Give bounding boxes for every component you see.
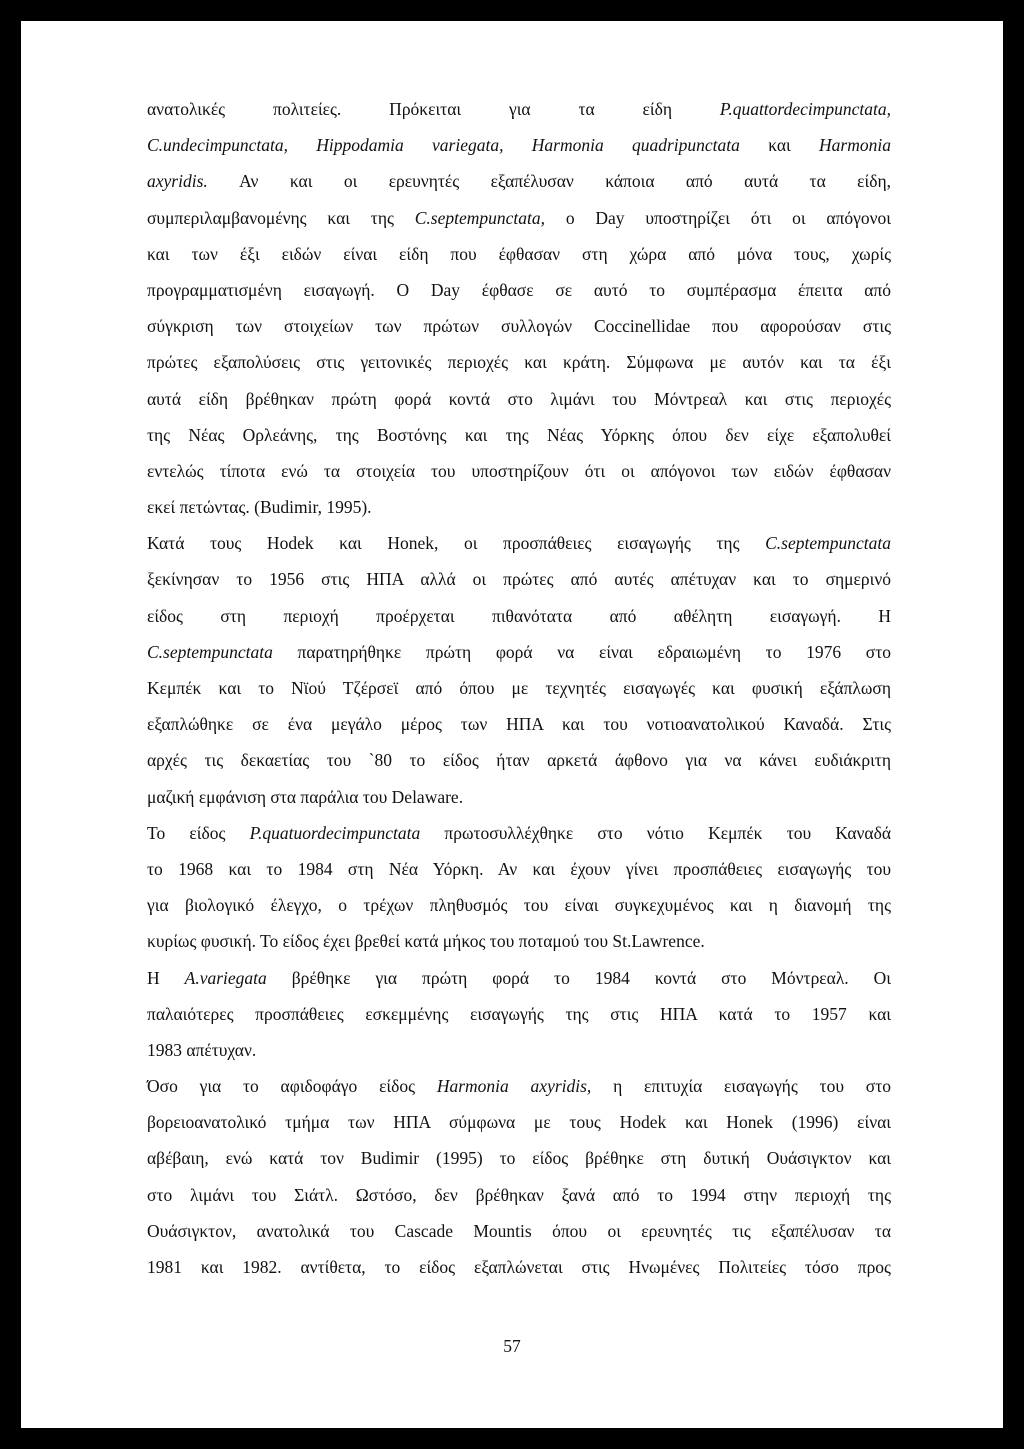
text-line: αρχές τις δεκαετίας του `80 το είδος ήταν αρκετά άφθονο για να κάνει ευδιάκριτη — [147, 750, 891, 771]
text-line: και των έξι ειδών είναι είδη που έφθασαν στη χώρα από μόνα τους, χωρίς — [147, 243, 891, 264]
text-line: εκεί πετώντας. (Budimir, 1995). — [147, 497, 372, 518]
document-page — [21, 21, 1003, 1428]
text-line: ανατολικές πολιτείες. Πρόκειται για τα είδη P.quattordecimpunctata, — [147, 99, 891, 119]
species-name: Harmonia — [819, 135, 891, 156]
text-line: σύγκριση των στοιχείων των πρώτων συλλογών Coccinellidae που αφορούσαν στις — [147, 316, 891, 337]
text-line: 1983 απέτυχαν. — [147, 1039, 257, 1060]
text-line: C.septempunctata παρατηρήθηκε πρώτη φορά να είναι εδραιωμένη το 1976 στο — [147, 641, 891, 662]
text-line: Κατά τους Hodek και Honek, οι προσπάθειες εισαγωγής της C.septempunctata — [147, 533, 891, 554]
text-line: παλαιότερες προσπάθειες εσκεμμένης εισαγωγής της στις ΗΠΑ κατά το 1957 και — [147, 1003, 891, 1024]
text-line: προγραμματισμένη εισαγωγή. Ο Day έφθασε σε αυτό το συμπέρασμα έπειτα από — [147, 279, 891, 300]
text-line: πρώτες εξαπολύσεις στις γειτονικές περιοχές και κράτη. Σύμφωνα με αυτόν και τα έξι — [147, 352, 891, 373]
text-line: στο λιμάνι του Σιάτλ. Ωστόσο, δεν βρέθηκαν ξανά από το 1994 στην περιοχή της — [147, 1184, 891, 1205]
page-number: 57 — [503, 1336, 521, 1356]
text-line: βορειοανατολικό τμήμα των ΗΠΑ σύμφωνα με τους Hodek και Honek (1996) είναι — [147, 1112, 891, 1133]
text-line: Ουάσιγκτον, ανατολικά του Cascade Mountis όπου οι ερευνητές τις εξαπέλυσαν τα — [147, 1220, 891, 1241]
paragraph — [147, 525, 891, 815]
text-line: C.undecimpunctata, Hippodamia variegata, Harmonia quadripunctata και Harmonia — [147, 135, 891, 156]
species-name: A.variegata — [184, 967, 267, 988]
paragraph — [147, 960, 891, 1069]
text-line: για βιολογικό έλεγχο, ο τρέχων πληθυσμός του είναι συγκεχυμένος και η διανομή της — [147, 895, 891, 916]
text-line: Το είδος P.quatuordecimpunctata πρωτοσυλλέχθηκε στο νότιο Κεμπέκ του Καναδά — [147, 822, 891, 843]
text-line: είδος στη περιοχή προέρχεται πιθανότατα από αθέλητη εισαγωγή. Η — [147, 605, 891, 626]
body-text — [147, 91, 891, 1285]
paragraph — [147, 815, 891, 960]
text-line: της Νέας Ορλεάνης, της Βοστόνης και της Νέας Υόρκης όπου δεν είχε εξαπολυθεί — [147, 424, 891, 445]
species-name: P.quatuordecimpunctata — [249, 822, 421, 843]
species-name: C.undecimpunctata, Hippodamia variegata, Harmonia quadripunctata — [147, 135, 740, 156]
paragraph — [147, 91, 891, 525]
text-line: Κεμπέκ και το Νϊού Τζέρσεϊ από όπου με τεχνητές εισαγωγές και φυσική εξάπλωση — [147, 678, 891, 698]
species-name: C.septempunctata — [765, 533, 891, 554]
species-name: axyridis. — [147, 171, 208, 192]
text-line: εντελώς τίποτα ενώ τα στοιχεία του υποστηρίζουν ότι οι απόγονοι των ειδών έφθασαν — [147, 460, 891, 481]
text-line: μαζική εμφάνιση στα παράλια του Delaware. — [147, 786, 464, 807]
species-name: C.septempunctata — [147, 641, 273, 662]
text-line: Η A.variegata βρέθηκε για πρώτη φορά το 1984 κοντά στο Μόντρεαλ. Οι — [147, 967, 892, 988]
text-line: κυρίως φυσική. Το είδος έχει βρεθεί κατά μήκος του ποταμού του St.Lawrence. — [147, 931, 705, 952]
text-line: 1981 και 1982. αντίθετα, το είδος εξαπλώνεται στις Ηνωμένες Πολιτείες τόσο προς — [147, 1257, 891, 1277]
species-name: C.septempunctata, — [414, 207, 545, 228]
text-line: συμπεριλαμβανομένης και της C.septempunctata, ο Day υποστηρίζει ότι οι απόγονοι — [147, 207, 892, 228]
text-line: Όσο για το αφιδοφάγο είδος Harmonia axyridis, η επιτυχία εισαγωγής του στο — [147, 1076, 891, 1097]
text-line: axyridis. Αν και οι ερευνητές εξαπέλυσαν κάποια από αυτά τα είδη, — [147, 171, 891, 192]
species-name: P.quattordecimpunctata, — [719, 99, 891, 119]
text-line: εξαπλώθηκε σε ένα μεγάλο μέρος των ΗΠΑ και του νοτιοανατολικού Καναδά. Στις — [147, 714, 891, 735]
species-name: Harmonia axyridis, — [436, 1076, 592, 1097]
paragraph — [147, 1068, 891, 1285]
text-line: ξεκίνησαν το 1956 στις ΗΠΑ αλλά οι πρώτες από αυτές απέτυχαν και το σημερινό — [147, 569, 891, 590]
text-line: αυτά είδη βρέθηκαν πρώτη φορά κοντά στο λιμάνι του Μόντρεαλ και στις περιοχές — [147, 388, 891, 409]
text-line: το 1968 και το 1984 στη Νέα Υόρκη. Αν και έχουν γίνει προσπάθειες εισαγωγής του — [147, 858, 891, 879]
text-line: αβέβαιη, ενώ κατά τον Budimir (1995) το είδος βρέθηκε στη δυτική Ουάσιγκτον και — [147, 1148, 891, 1169]
